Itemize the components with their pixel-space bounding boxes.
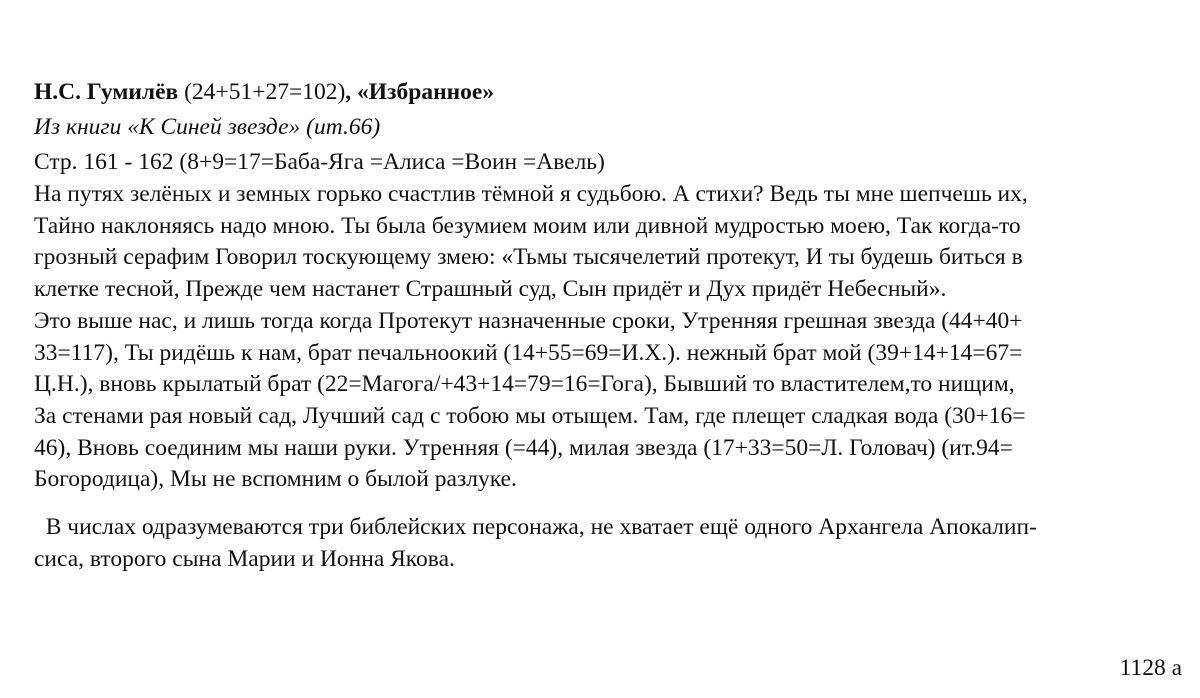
commentary-paragraph <box>34 512 1164 575</box>
document-page <box>34 76 1164 575</box>
pages-reference: Стр. 161 - 162 (8+9=17=Баба-Яга =Алиса =Воин =Авель) <box>34 149 605 175</box>
author-name: Н.С. Гумилёв <box>34 79 179 105</box>
poem-line: 46), Вновь соединим мы наши руки. Утренняя (=44), милая звезда (17+33=50=Л. Головач) (ит.94= <box>34 434 1013 461</box>
commentary-line: В числах одразумеваются три библейских персонажа, не хватает ещё одного Архангела Апокалип- <box>34 514 1037 541</box>
book-title: , «Избранное» <box>345 79 495 105</box>
poem-line: 33=117), Ты ридёшь к нам, брат печальноокий (14+55=69=И.Х.). нежный брат мой (39+14+14=67= <box>34 339 1023 366</box>
author-numbers: (24+51+27=102) <box>178 79 346 105</box>
poem-line: клетке тесной, Прежде чем настанет Страшный суд, Сын придёт и Дух придёт Небесный». <box>34 276 947 303</box>
poem-line: Ц.Н.), вновь крылатый брат (22=Магога/+43+14=79=16=Гога), Бывший то властителем,то нищим, <box>34 371 1015 398</box>
commentary-line: сиса, второго сына Марии и Ионна Якова. <box>34 545 455 572</box>
book-subtitle: Из книги «К Синей звезде» (ит.66) <box>34 114 381 140</box>
page-number: 1128 а <box>1119 655 1182 681</box>
poem-line: грозный серафим Говорил тоскующему змею: «Тьмы тысячелетий протекут, И ты будешь биться в <box>34 244 1023 271</box>
poem-line: За стенами рая новый сад, Лучший сад с тобою мы отыщем. Там, где плещет сладкая вода (30+16= <box>34 402 1026 429</box>
document-heading <box>34 76 1164 108</box>
poem-text <box>34 179 1164 496</box>
poem-line: Тайно наклоняясь надо мною. Ты была безумием моим или дивной мудростью моею, Так когда-то <box>34 212 1021 239</box>
poem-line: Богородица), Мы не вспомним о былой разлуке. <box>34 466 517 493</box>
poem-line: На путях зелёных и земных горько счастлив тёмной я судьбою. А стихи? Ведь ты мне шепчешь их, <box>34 181 1028 207</box>
poem-line: Это выше нас, и лишь тогда когда Протекут назначенные сроки, Утренняя грешная звезда (44+40+ <box>34 307 1023 334</box>
